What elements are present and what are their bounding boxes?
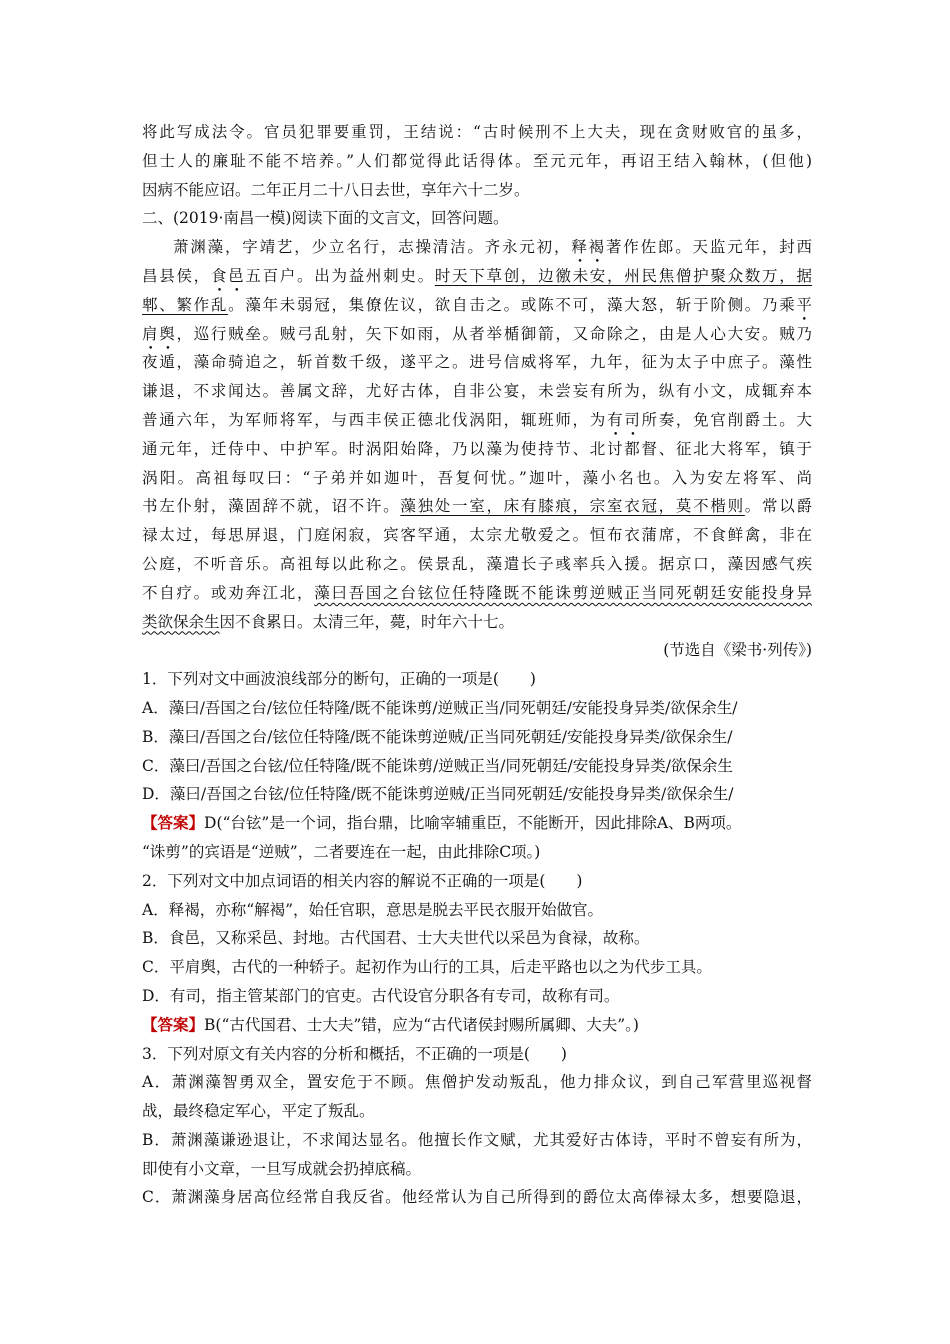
answer-label: 【答案】 [142,813,205,833]
passage-line: 书左仆射，藻固辞不就，诏不许。藻独处一室，床有膝痕，宗室衣冠，莫不楷则。常以爵 [142,497,812,516]
question-3 [142,1040,812,1213]
passage-line: 夜遁，藻命骑追之，斩首数千级，遂平之。进号信威将军，九年，征为太子中庶子。藻性 [142,353,812,372]
option-b: B．萧渊藻谦逊退让，不求闻达显名。他擅长作文赋，尤其爱好古体诗，平时不曾妄有所为， [142,1130,812,1149]
section-heading: 二、(2019·南昌一模)阅读下面的文言文，回答问题。 [142,209,509,228]
answer-continued: “诛剪”的宾语是“逆贼”，二者要连在一起，由此排除C项。) [142,842,541,861]
dotted-char: 平 [796,295,812,314]
option-c: C．藻曰/吾国之台铉/位任特隆/既不能诛剪/逆贼正当/同死朝廷/安能投身异类/欲保余生 [142,756,733,775]
dotted-char: 肩 [142,324,160,343]
question-stem: 2．下列对文中加点词语的相关内容的解说不正确的一项是( ) [142,871,583,890]
passage-line: 涡阳。高祖每叹曰：“子弟并如迦叶，吾复何忧。”迦叶，藻小名也。入为安左将军、尚 [142,468,812,487]
classical-passage [142,233,812,636]
document-page [142,118,812,1212]
question-stem: 1．下列对文中画波浪线部分的断句，正确的一项是( ) [142,670,536,689]
option-a: A．萧渊藻智勇双全，置安危于不顾。焦僧护发动叛乱，他力排众议，到自己军营里巡视督 [142,1073,812,1092]
dotted-char: 食 [210,266,229,285]
passage-line: 普通六年，为军师将军，与西丰侯正德北伐涡阳，辄班师，为有司所奏，免官削爵土。大 [142,410,812,429]
dotted-char: 舆 [159,324,177,343]
intro-line: 但士人的廉耻不能不培养。”人们都觉得此话得体。至元元年，再诏王结入翰林，(但他) [142,151,812,170]
answer-label: 【答案】 [142,1014,205,1034]
wavy-underlined-text: 藻曰吾国之台铉位任特隆既不能诛剪逆贼正当同死朝廷安能投身异 [314,583,812,602]
passage-line: 通元年，迁侍中、中护军。时涡阳始降，乃以藻为使持节、北讨都督、征北大将军，镇于 [142,439,812,458]
option-b: B．食邑，又称采邑、封地。古代国君、士大夫世代以采邑为食禄，故称。 [142,929,650,948]
option-c: C．平肩舆，古代的一种轿子。起初作为山行的工具，后走平路也以之为代步工具。 [142,958,712,977]
dotted-char: 司 [624,410,642,429]
passage-line: 类欲保余生因不食累日。太清三年，薨，时年六十七。 [142,612,515,631]
underlined-sentence: 时天下草创，边徼未安，州民焦僧护聚众数万，据 [434,266,812,285]
intro-line: 将此写成法令。官员犯罪要重罚，王结说：“古时候刑不上大夫，现在贪财败官的虽多， [142,123,812,141]
dotted-char: 邑 [228,266,246,285]
passage-line: 谦退，不求闻达。善属文辞，尤好古体，自非公宴，未尝妄有所为，纵有小文，成辄弃本 [142,382,812,401]
option-d: D．有司，指主管某部门的官吏。古代设官分职各有专司，故称有司。 [142,986,620,1005]
option-c: C．萧渊藻身居高位经常自我反省。他经常认为自己所得到的爵位太高俸禄太多，想要隐退， [142,1188,812,1207]
option-b-continued: 即使有小文章，一旦写成就会扔掉底稿。 [142,1159,422,1178]
option-a: A．释褐，亦称“解褐”，始任官职，意思是脱去平民衣服开始做官。 [142,900,604,919]
intro-line: 因病不能应诏。二年正月二十八日去世，享年六十二岁。 [142,180,530,199]
passage-line: 昌县侯，食邑五百户。出为益州刺史。时天下草创，边徼未安，州民焦僧护聚众数万，据 [142,266,812,285]
option-a: A．藻曰/吾国之台/铉位任特隆/既不能诛剪/逆贼正当/同死朝廷/安能投身异类/欲保余生/ [142,698,738,717]
passage-line: 肩舆，巡行贼垒。贼弓乱射，矢下如雨，从者举楯御箭，又命除之，由是人心大安。贼乃 [142,324,812,343]
option-a-continued: 战，最终稳定军心，平定了叛乱。 [142,1102,375,1121]
passage-line: 萧渊藻，字靖艺，少立名行，志操清洁。齐永元初，释褐著作佐郎。天监元年，封西 [173,238,812,257]
question-1 [142,665,812,867]
dotted-char: 有 [607,410,625,429]
option-b: B．藻曰/吾国之台/铉位任特隆/既不能诛剪逆贼/正当同死朝廷/安能投身异类/欲保余生/ [142,727,733,746]
dotted-char: 释 [571,238,589,257]
question-stem: 3．下列对原文有关内容的分析和概括，不正确的一项是( ) [142,1044,567,1063]
underlined-sentence: 郫、繁作乱 [142,295,229,314]
passage-line: 郫、繁作乱。藻年未弱冠，集僚佐议，欲自击之。或陈不可，藻大怒，斩于阶侧。乃乘平 [142,295,812,314]
underlined-sentence: 藻独处一室，床有膝痕，宗室衣冠，莫不楷则 [400,497,745,516]
dotted-char: 褐 [588,238,606,257]
answer: 【答案】D(“台铉”是一个词，指台鼎，比喻宰辅重臣，不能断开，因此排除A、B两项。 [142,813,742,833]
answer: 【答案】B(“古代国君、士大夫”错，应为“古代诸侯封赐所属卿、大夫”。) [142,1014,639,1034]
question-2 [142,867,812,1040]
wavy-underlined-text: 类欲保余生 [142,612,220,631]
passage-source: (节选自《梁书·列传》) [663,641,812,660]
passage-line: 禄太过，每思屏退，门庭闲寂，宾客罕通，太宗尤敬爱之。恒布衣蒲席，不食鲜禽，非在 [142,526,812,545]
option-d: D．藻曰/吾国之台铉/位任特隆/既不能诛剪逆贼/正当同死朝廷/安能投身异类/欲保余生/ [142,785,734,804]
passage-line: 不自疗。或劝奔江北，藻曰吾国之台铉位任特隆既不能诛剪逆贼正当同死朝廷安能投身异 [142,583,812,602]
passage-line: 公庭，不听音乐。高祖每以此称之。侯景乱，藻遣长子彧率兵入援。据京口，藻因感气疾 [142,554,812,573]
